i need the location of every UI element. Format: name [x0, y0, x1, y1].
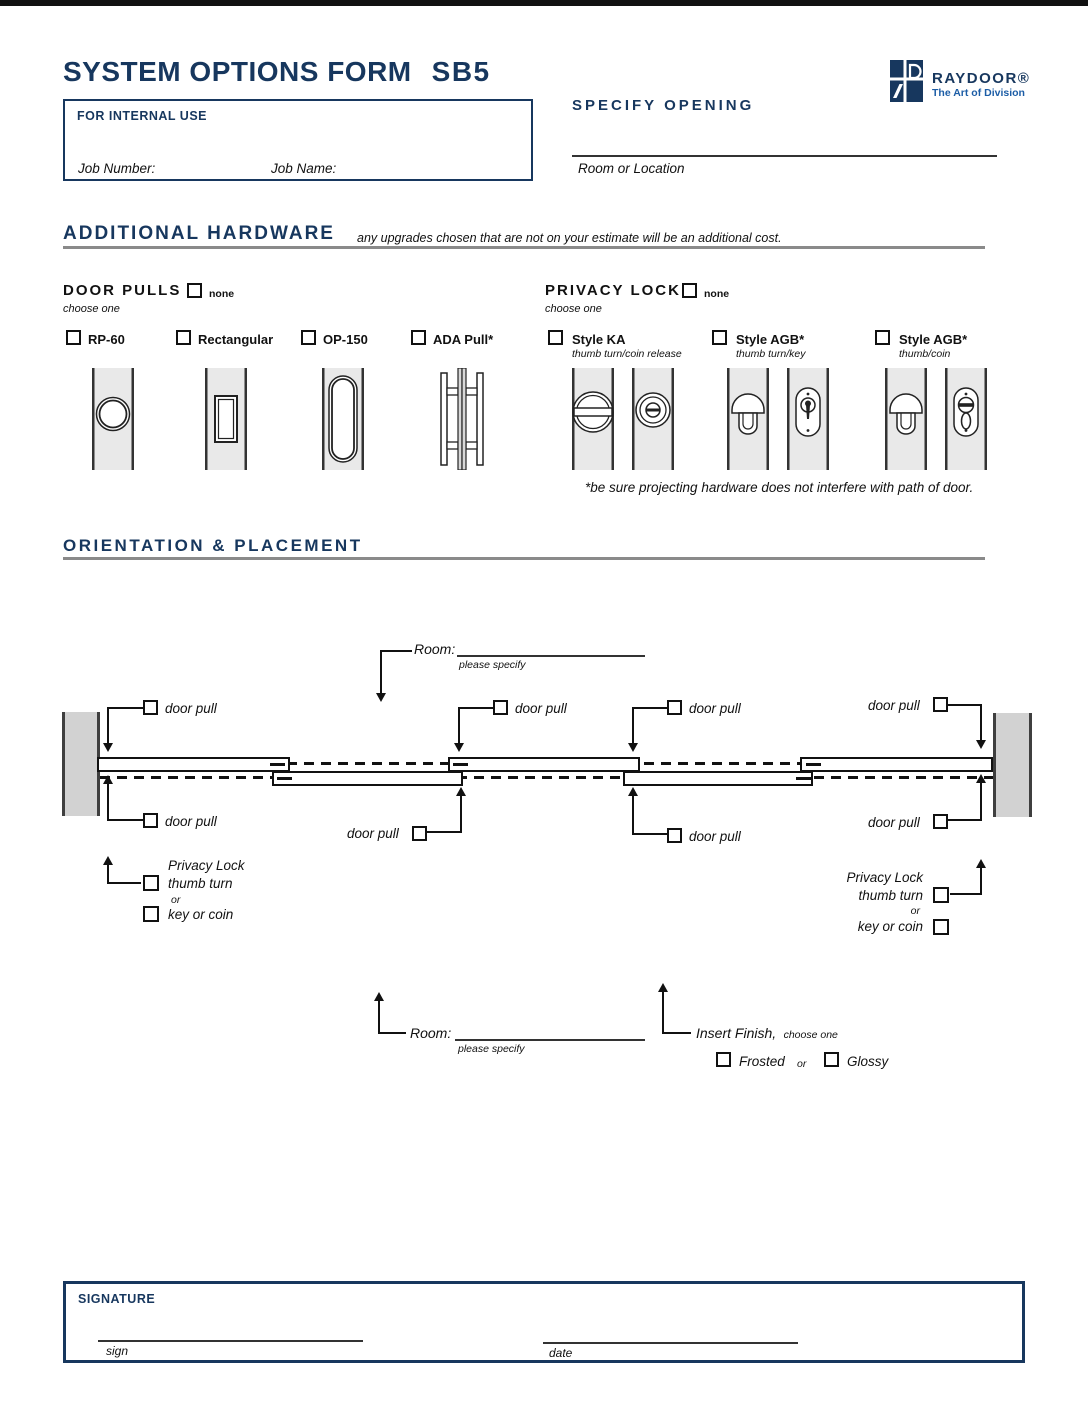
room-field-bottom[interactable]	[455, 1039, 645, 1041]
thumb-turn-checkbox-right[interactable]	[933, 887, 949, 903]
door-pull-checkbox[interactable]	[667, 828, 682, 843]
bracket-line	[948, 819, 982, 821]
door-pull-checkbox[interactable]	[412, 826, 427, 841]
door-panel-2	[272, 771, 463, 786]
bracket-line	[458, 707, 493, 709]
round-pull-icon	[90, 368, 136, 470]
bracket-line	[980, 783, 982, 821]
arrow-up-icon	[976, 774, 986, 783]
door-panel-5	[800, 757, 993, 772]
rectangular-label: Rectangular	[198, 332, 274, 347]
orientation-heading: ORIENTATION & PLACEMENT	[63, 536, 363, 555]
bracket-line	[948, 704, 982, 706]
thumb-turn-label-right: thumb turn	[858, 888, 923, 903]
style-agb-key-label: Style AGB*	[736, 332, 805, 347]
door-pull-checkbox[interactable]	[667, 700, 682, 715]
raydoor-logo-icon	[890, 60, 923, 102]
internal-use-box	[63, 99, 533, 181]
page-title-main: SYSTEM OPTIONS FORM	[63, 56, 412, 87]
door-pulls-choose-one: choose one	[63, 303, 120, 315]
op150-checkbox[interactable]	[301, 330, 316, 345]
frosted-checkbox[interactable]	[716, 1052, 731, 1067]
bracket-line	[378, 1001, 380, 1034]
bracket-line	[107, 784, 109, 820]
bracket-line	[632, 707, 634, 744]
additional-hardware-heading: ADDITIONAL HARDWARE	[63, 223, 335, 244]
bracket-line	[460, 796, 462, 833]
door-pull-label: door pull	[689, 701, 741, 716]
style-agb-key-lock-icon	[726, 368, 830, 470]
bracket-line	[380, 650, 382, 694]
bracket-line	[107, 819, 143, 821]
arrow-down-icon	[454, 743, 464, 752]
key-or-coin-checkbox-right[interactable]	[933, 919, 949, 935]
pull-position-mark	[806, 763, 821, 766]
rect-pull-icon	[203, 368, 249, 470]
please-specify-bottom: please specify	[458, 1043, 525, 1055]
bracket-line	[632, 707, 667, 709]
rp60-label: RP-60	[88, 332, 125, 347]
specify-opening-heading: SPECIFY OPENING	[572, 97, 755, 114]
oval-pull-icon	[320, 368, 366, 470]
style-agb-coin-label: Style AGB*	[899, 332, 968, 347]
bracket-line	[380, 650, 412, 652]
bracket-line	[632, 833, 667, 835]
internal-use-title: FOR INTERNAL USE	[77, 109, 207, 123]
style-agb-key-sub: thumb turn/key	[736, 348, 806, 360]
bracket-line	[980, 868, 982, 895]
privacy-lock-choose-one: choose one	[545, 303, 602, 315]
door-panel-3	[448, 757, 640, 772]
arrow-up-icon	[456, 787, 466, 796]
op150-label: OP-150	[323, 332, 368, 347]
bracket-line	[378, 1032, 406, 1034]
section-rule	[63, 557, 985, 560]
finish-or-label: or	[797, 1058, 807, 1070]
bracket-line	[458, 707, 460, 744]
door-pulls-none-label: none	[209, 288, 235, 300]
ada-pull-checkbox[interactable]	[411, 330, 426, 345]
page-title-code: SB5	[431, 56, 491, 87]
section-rule	[63, 246, 985, 249]
pull-position-mark	[796, 777, 811, 780]
privacy-lock-heading: PRIVACY LOCK	[545, 282, 681, 299]
sign-field[interactable]	[98, 1340, 363, 1342]
ada-pull-icon	[438, 368, 486, 470]
glossy-label: Glossy	[847, 1054, 889, 1069]
job-number-label: Job Number:	[78, 161, 156, 176]
signature-heading: SIGNATURE	[78, 1292, 156, 1306]
arrow-down-icon	[628, 743, 638, 752]
please-specify-top: please specify	[459, 659, 526, 671]
bracket-line	[107, 707, 143, 709]
sign-label: sign	[106, 1344, 129, 1358]
job-number-field[interactable]	[170, 161, 260, 177]
door-pull-label: door pull	[347, 826, 399, 841]
thumb-turn-checkbox-left[interactable]	[143, 875, 159, 891]
privacy-lock-none-checkbox[interactable]	[682, 283, 697, 298]
arrow-down-icon	[376, 693, 386, 702]
style-agb-coin-lock-icon	[884, 368, 988, 470]
bracket-line	[950, 893, 982, 895]
rectangular-checkbox[interactable]	[176, 330, 191, 345]
bracket-line	[980, 704, 982, 741]
style-agb-key-checkbox[interactable]	[712, 330, 727, 345]
arrow-up-icon	[628, 787, 638, 796]
door-pull-checkbox[interactable]	[933, 814, 948, 829]
privacy-lock-none-label: none	[704, 288, 730, 300]
room-label-top: Room:	[414, 641, 456, 657]
bracket-line	[632, 796, 634, 835]
door-pull-checkbox[interactable]	[933, 697, 948, 712]
style-agb-coin-checkbox[interactable]	[875, 330, 890, 345]
door-pull-checkbox[interactable]	[143, 700, 158, 715]
room-field-top[interactable]	[457, 655, 645, 657]
bracket-line	[107, 707, 109, 744]
rp60-checkbox[interactable]	[66, 330, 81, 345]
frosted-label: Frosted	[739, 1054, 785, 1069]
privacy-lock-title-right: Privacy Lock	[846, 870, 923, 885]
door-pull-label: door pull	[689, 829, 741, 844]
door-pulls-none-checkbox[interactable]	[187, 283, 202, 298]
room-or-location-field[interactable]	[572, 155, 997, 157]
job-name-field[interactable]	[353, 161, 513, 177]
pull-position-mark	[270, 763, 285, 766]
right-wall	[993, 713, 1032, 817]
style-ka-lock-icon	[571, 368, 675, 470]
pull-position-mark	[277, 777, 292, 780]
door-pulls-heading: DOOR PULLS	[63, 282, 182, 299]
insert-finish-label: Insert Finish,	[696, 1025, 777, 1041]
thumb-turn-label-left: thumb turn	[168, 876, 233, 891]
door-panel-4	[623, 771, 813, 786]
arrow-up-icon	[976, 859, 986, 868]
hardware-footnote: *be sure projecting hardware does not interfere with path of door.	[585, 480, 974, 495]
door-pull-label: door pull	[868, 815, 920, 830]
date-field[interactable]	[543, 1342, 798, 1344]
door-pull-label: door pull	[165, 701, 217, 716]
signature-box	[63, 1281, 1025, 1363]
ada-pull-label: ADA Pull*	[433, 332, 494, 347]
bracket-line	[427, 831, 462, 833]
key-or-coin-label-right: key or coin	[857, 919, 923, 934]
key-or-coin-checkbox-left[interactable]	[143, 906, 159, 922]
arrow-up-icon	[103, 775, 113, 784]
style-agb-coin-sub: thumb/coin	[899, 348, 951, 360]
style-ka-checkbox[interactable]	[548, 330, 563, 345]
glossy-checkbox[interactable]	[824, 1052, 839, 1067]
logo-tagline: The Art of Division	[932, 87, 1025, 99]
door-pull-label: door pull	[868, 698, 920, 713]
door-pull-label: door pull	[165, 814, 217, 829]
logo-brand: RAYDOOR®	[932, 70, 1031, 87]
privacy-lock-title-left: Privacy Lock	[168, 858, 245, 873]
room-or-location-label: Room or Location	[578, 161, 685, 176]
style-ka-sub: thumb turn/coin release	[572, 348, 682, 360]
bracket-line	[662, 1032, 691, 1034]
door-panel-1	[97, 757, 290, 772]
insert-finish-choose: choose one	[783, 1029, 838, 1041]
bracket-line	[107, 882, 141, 884]
privacy-or-right: or	[910, 905, 920, 917]
arrow-up-icon	[658, 983, 668, 992]
top-border-bar	[0, 0, 1088, 6]
track-dashed-line-bottom	[100, 776, 993, 779]
key-or-coin-label-left: key or coin	[168, 907, 234, 922]
additional-hardware-note: any upgrades chosen that are not on your estimate will be an additional cost.	[357, 231, 782, 245]
style-ka-label: Style KA	[572, 332, 626, 347]
arrow-up-icon	[103, 856, 113, 865]
door-pull-label: door pull	[515, 701, 567, 716]
pull-position-mark	[453, 763, 468, 766]
page-title	[63, 56, 491, 88]
privacy-or-left: or	[171, 894, 181, 906]
arrow-down-icon	[103, 743, 113, 752]
door-pull-checkbox[interactable]	[493, 700, 508, 715]
door-pull-checkbox[interactable]	[143, 813, 158, 828]
arrow-up-icon	[374, 992, 384, 1001]
bracket-line	[662, 992, 664, 1034]
arrow-down-icon	[976, 740, 986, 749]
room-label-bottom: Room:	[410, 1025, 452, 1041]
job-name-label: Job Name:	[271, 161, 337, 176]
left-wall	[62, 712, 100, 816]
date-label: date	[549, 1346, 573, 1360]
